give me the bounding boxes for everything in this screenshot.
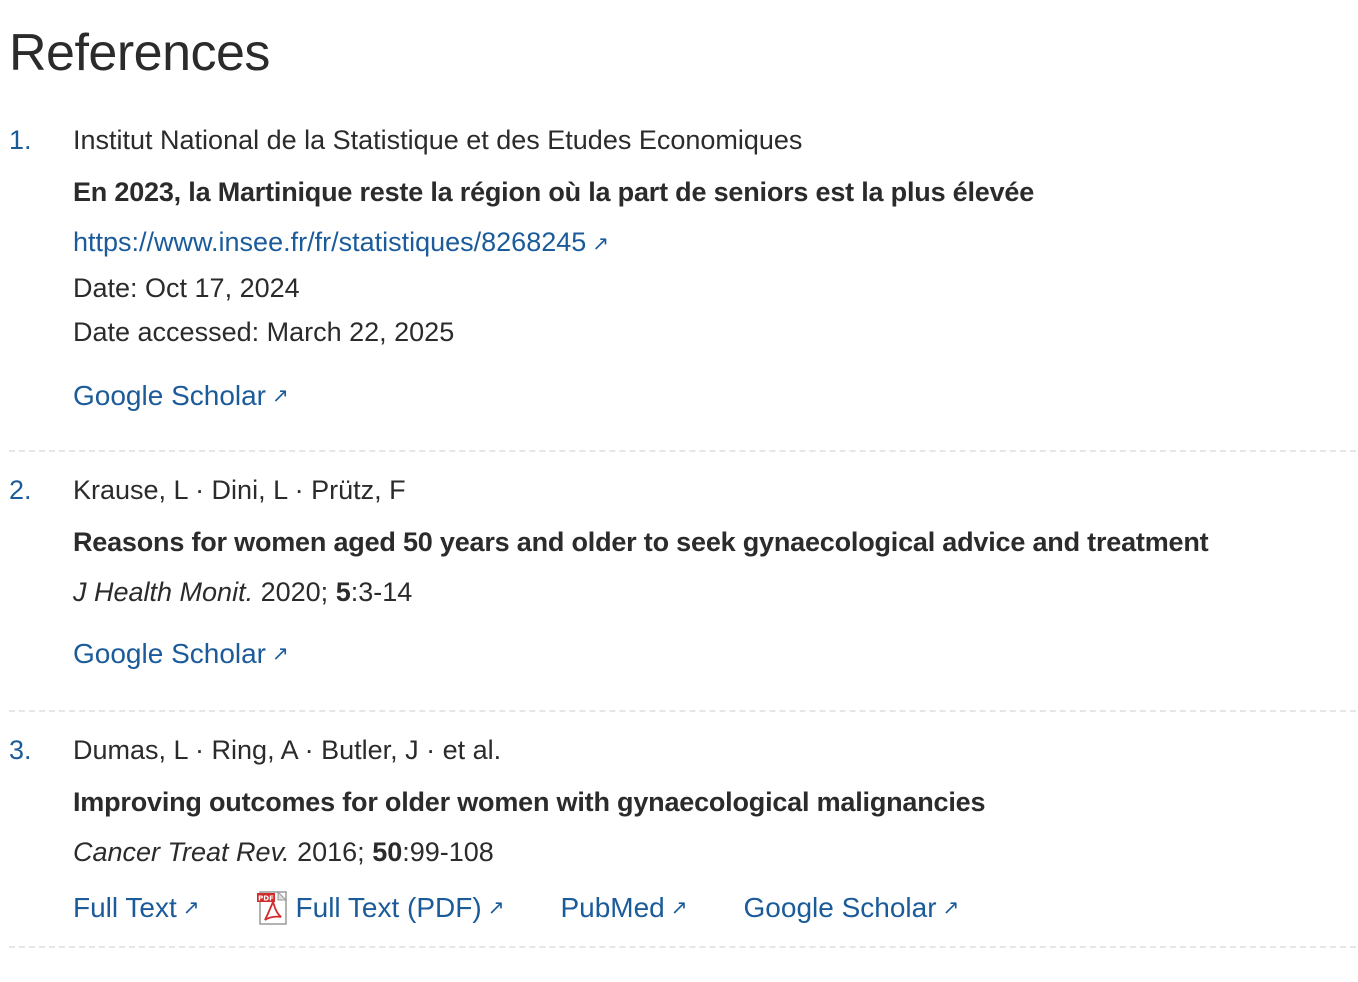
link-label: Full Text	[73, 892, 177, 923]
link-label: Google Scholar	[743, 892, 937, 923]
reference-number: 1.	[9, 125, 32, 155]
reference-number: 2.	[9, 475, 32, 505]
page-range: :3-14	[350, 577, 413, 607]
reference-url-link[interactable]	[73, 227, 609, 257]
link-label: Full Text (PDF)	[295, 892, 482, 923]
reference-url-line	[73, 224, 1356, 262]
reference-authors: Dumas, L · Ring, A · Butler, J · et al.	[73, 735, 502, 765]
reference-links	[73, 634, 1356, 674]
reference-authors: Krause, L · Dini, L · Prütz, F	[73, 475, 406, 505]
reference-date-accessed: Date accessed: March 22, 2025	[73, 317, 455, 347]
reference-title: Reasons for women aged 50 years and older to seek gynaecological advice and treatment	[73, 527, 1209, 557]
reference-item-3	[9, 732, 1356, 948]
external-link-icon: ↗	[670, 897, 688, 919]
pdf-badge-text: PDF	[257, 894, 274, 903]
reference-date: Date: Oct 17, 2024	[73, 273, 300, 303]
publication-year: 2020;	[260, 577, 329, 607]
reference-citation	[73, 834, 1356, 870]
external-link-icon: ↗	[592, 233, 610, 255]
publication-year: 2016;	[297, 837, 365, 867]
reference-item-1	[9, 122, 1356, 452]
page-range: :99-108	[402, 837, 494, 867]
pdf-icon	[256, 890, 290, 926]
reference-number: 3.	[9, 735, 32, 765]
full-text-pdf-link[interactable]	[256, 888, 505, 928]
link-label: Google Scholar	[73, 380, 267, 411]
external-link-icon: ↗	[182, 897, 200, 919]
volume-number: 5	[335, 577, 351, 607]
reference-citation	[73, 574, 1356, 610]
google-scholar-link[interactable]	[73, 634, 289, 674]
reference-list	[9, 122, 1358, 948]
reference-url-text: https://www.insee.fr/fr/statistiques/8268245	[73, 227, 587, 257]
external-link-icon: ↗	[272, 643, 289, 665]
reference-links	[73, 888, 1356, 928]
google-scholar-link[interactable]	[73, 376, 289, 416]
external-link-icon: ↗	[272, 385, 289, 407]
reference-links	[73, 376, 1356, 416]
page-title: References	[9, 24, 270, 82]
link-label: PubMed	[560, 892, 665, 923]
volume-number: 50	[372, 837, 403, 867]
journal-name: Cancer Treat Rev.	[73, 837, 290, 867]
google-scholar-link[interactable]	[744, 888, 960, 928]
reference-item-2	[9, 472, 1356, 712]
full-text-link[interactable]	[73, 888, 200, 928]
pubmed-link[interactable]	[560, 888, 687, 928]
external-link-icon: ↗	[942, 897, 960, 919]
reference-title: En 2023, la Martinique reste la région où la part de seniors est la plus élevée	[73, 177, 1035, 207]
link-label: Google Scholar	[73, 638, 267, 669]
external-link-icon: ↗	[487, 897, 505, 919]
reference-authors: Institut National de la Statistique et des Etudes Economiques	[73, 125, 803, 155]
reference-title: Improving outcomes for older women with gynaecological malignancies	[73, 787, 986, 817]
journal-name: J Health Monit.	[73, 577, 254, 607]
